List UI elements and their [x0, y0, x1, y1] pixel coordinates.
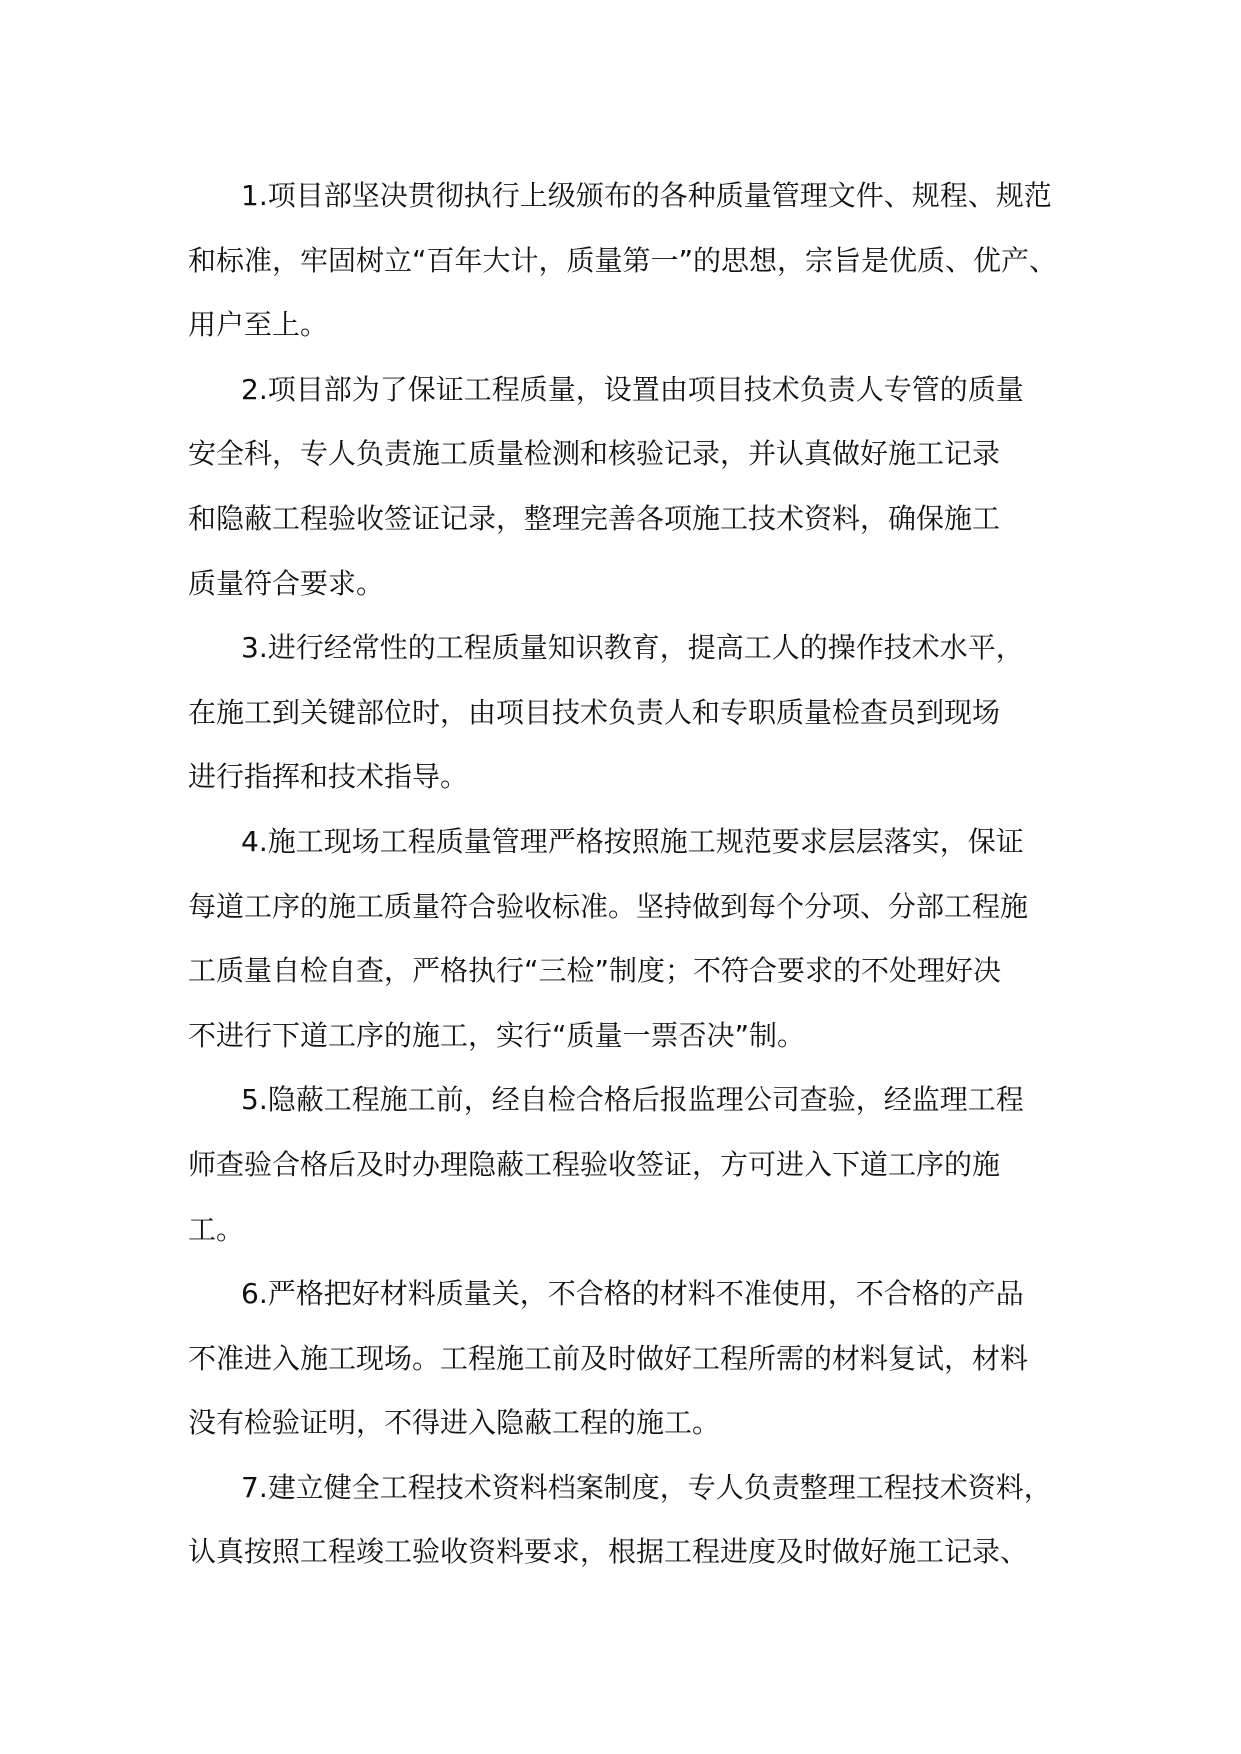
paragraph-7-line-1: 7.建立健全工程技术资料档案制度，专人负责整理工程技术资料， [241, 1470, 1052, 1504]
paragraph-2-line-2: 安全科，专人负责施工质量检测和核验记录，并认真做好施工记录 [188, 437, 1001, 471]
paragraph-1 [188, 164, 1078, 358]
paragraph-1-line-2: 和标准，牢固树立“百年大计，质量第一”的思想，宗旨是优质、优产、 [188, 243, 1058, 277]
paragraph-2-line-1: 2.项目部为了保证工程质量，设置由项目技术负责人专管的质量 [241, 372, 1024, 406]
paragraph-6-line-2: 不准进入施工现场。工程施工前及时做好工程所需的材料复试，材料 [188, 1341, 1029, 1375]
paragraph-3-line-2: 在施工到关键部位时，由项目技术负责人和专职质量检查员到现场 [188, 695, 1001, 729]
paragraph-6 [188, 1262, 1078, 1456]
paragraph-3 [188, 616, 1078, 810]
paragraph-5-line-2: 师查验合格后及时办理隐蔽工程验收签证，方可进入下道工序的施 [188, 1147, 1001, 1181]
paragraph-4-line-2: 每道工序的施工质量符合验收标准。坚持做到每个分项、分部工程施 [188, 889, 1029, 923]
paragraph-2-line-4: 质量符合要求。 [188, 566, 385, 600]
paragraph-4-line-3: 工质量自检自查，严格执行“三检”制度；不符合要求的不处理好决 [188, 954, 1002, 988]
paragraph-1-line-1: 1.项目部坚决贯彻执行上级颁布的各种质量管理文件、规程、规范 [241, 179, 1052, 212]
paragraph-2 [188, 358, 1078, 616]
document-body [188, 164, 1078, 1585]
paragraph-5-line-3: 工。 [188, 1212, 245, 1246]
paragraph-3-line-3: 进行指挥和技术指导。 [188, 760, 469, 794]
paragraph-5-line-1: 5.隐蔽工程施工前，经自检合格后报监理公司查验，经监理工程 [241, 1083, 1024, 1117]
paragraph-6-line-1: 6.严格把好材料质量关，不合格的材料不准使用，不合格的产品 [241, 1277, 1024, 1311]
paragraph-2-line-3: 和隐蔽工程验收签证记录，整理完善各项施工技术资料，确保施工 [188, 501, 1001, 535]
paragraph-3-line-1: 3.进行经常性的工程质量知识教育，提高工人的操作技术水平， [241, 631, 1024, 665]
paragraph-7 [188, 1456, 1078, 1585]
paragraph-1-line-3: 用户至上。 [188, 308, 329, 342]
paragraph-4-line-4: 不进行下道工序的施工，实行“质量一票否决”制。 [188, 1018, 806, 1052]
paragraph-5 [188, 1068, 1078, 1262]
paragraph-6-line-3: 没有检验证明，不得进入隐蔽工程的施工。 [188, 1406, 721, 1440]
paragraph-7-line-2: 认真按照工程竣工验收资料要求，根据工程进度及时做好施工记录、 [188, 1535, 1029, 1569]
paragraph-4 [188, 810, 1078, 1068]
paragraph-4-line-1: 4.施工现场工程质量管理严格按照施工规范要求层层落实，保证 [241, 824, 1024, 858]
